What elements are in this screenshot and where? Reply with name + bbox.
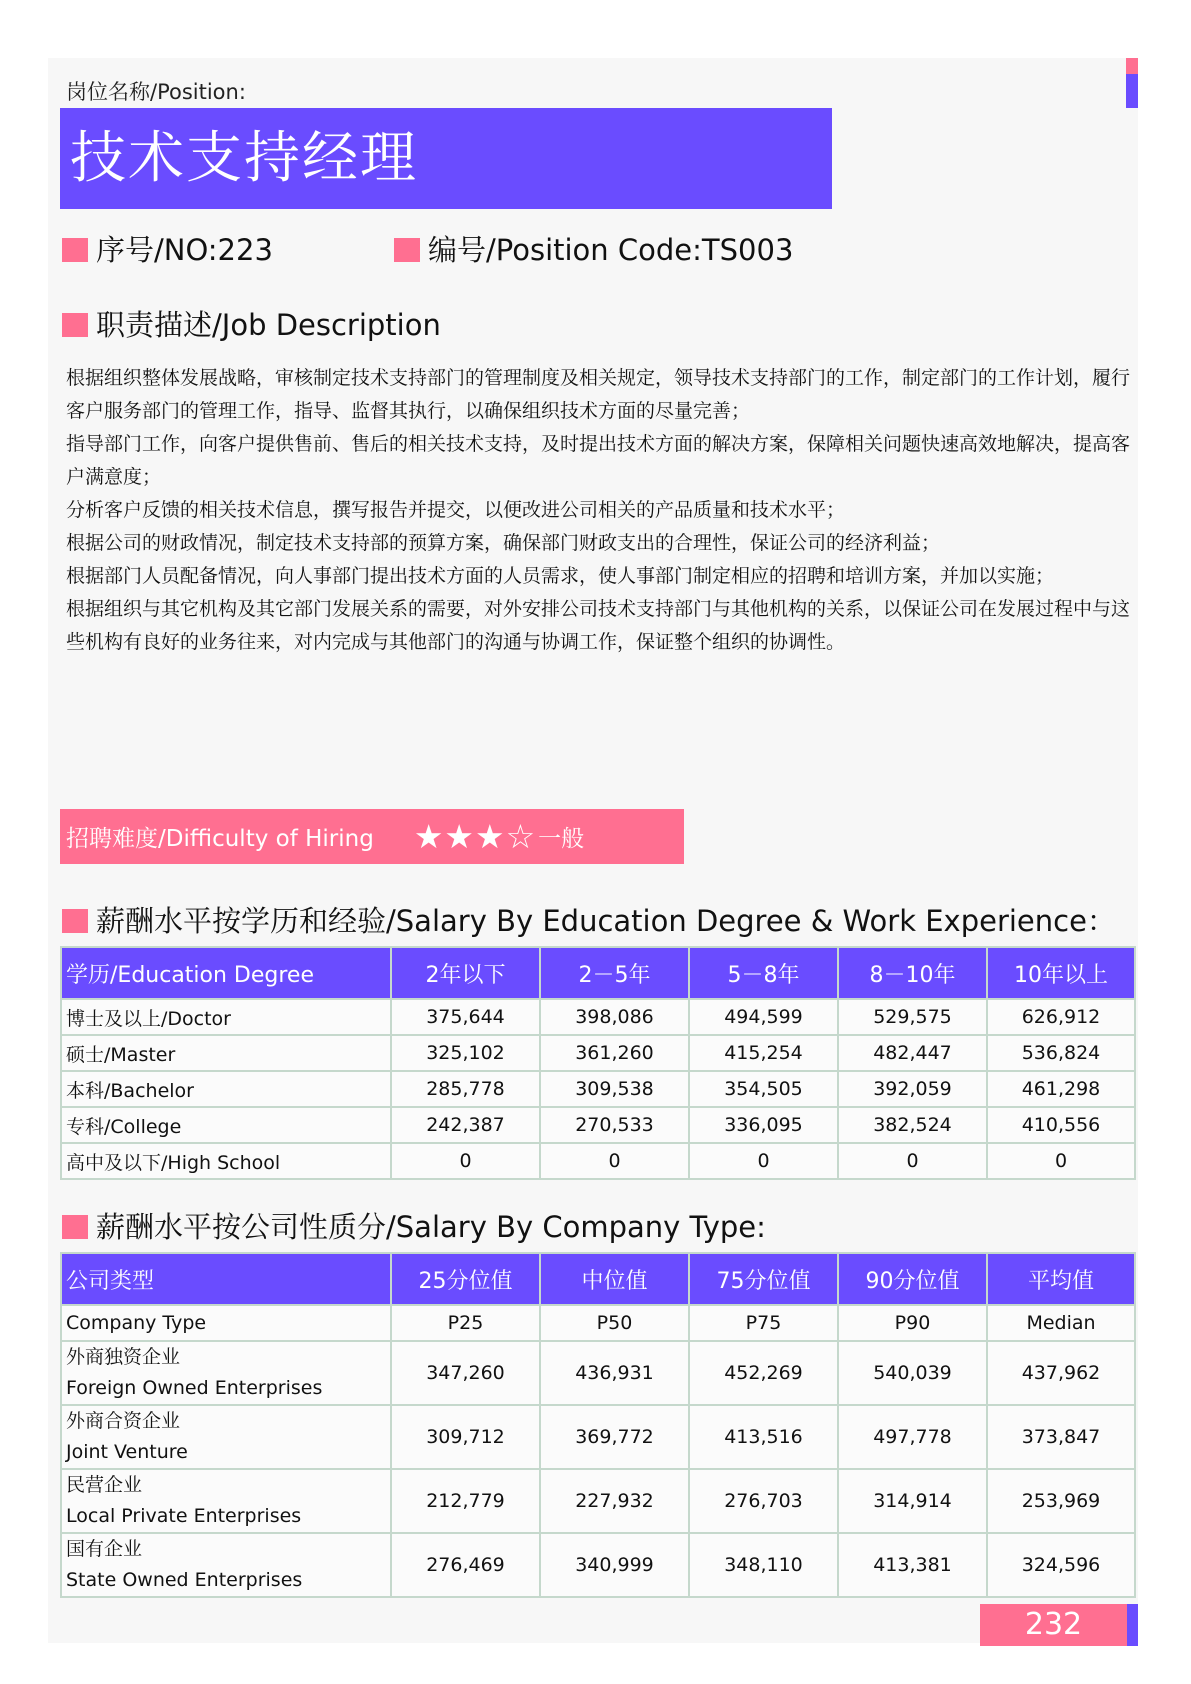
column-header: 平均值 <box>987 1253 1135 1305</box>
subheader-cell: P75 <box>689 1305 838 1341</box>
table-cell: 373,847 <box>987 1405 1135 1469</box>
table-cell: 314,914 <box>838 1469 987 1533</box>
hiring-difficulty-bar <box>60 809 684 864</box>
table-cell: 540,039 <box>838 1341 987 1405</box>
table-row <box>61 1143 1135 1179</box>
row-label-cn: 外商合资企业 <box>66 1410 181 1432</box>
table-cell: 413,516 <box>689 1405 838 1469</box>
table-row <box>61 1071 1135 1107</box>
table-cell: 347,260 <box>391 1341 540 1405</box>
column-header: 8－10年 <box>838 947 987 999</box>
subheader-cell: P90 <box>838 1305 987 1341</box>
table-cell: 0 <box>540 1143 689 1179</box>
table-cell: 413,381 <box>838 1533 987 1597</box>
table-header-row <box>61 1253 1135 1305</box>
description-paragraph: 指导部门工作，向客户提供售前、售后的相关技术支持，及时提出技术方面的解决方案，保障相关问题快速高效地解决，提高客户满意度； <box>66 433 1131 488</box>
column-header: 中位值 <box>540 1253 689 1305</box>
bullet-square <box>62 909 88 933</box>
table-cell: 626,912 <box>987 999 1135 1035</box>
table-row <box>61 1533 1135 1597</box>
table-cell: 461,298 <box>987 1071 1135 1107</box>
page-number: 232 <box>980 1604 1127 1646</box>
table-row <box>61 1341 1135 1405</box>
row-label-en: Local Private Enterprises <box>66 1505 302 1527</box>
table-cell: 0 <box>838 1143 987 1179</box>
table-row <box>61 1107 1135 1143</box>
job-description-heading: 职责描述/Job Description <box>96 308 441 342</box>
table-cell: 494,599 <box>689 999 838 1035</box>
table-cell: 270,533 <box>540 1107 689 1143</box>
serial-number: 序号/NO:223 <box>96 233 273 267</box>
table-row <box>61 1035 1135 1071</box>
serial-number-line <box>62 228 273 269</box>
table-cell: 285,778 <box>391 1071 540 1107</box>
subheader-cell: Company Type <box>61 1305 391 1341</box>
position-code-line <box>394 228 793 269</box>
table-cell: 309,712 <box>391 1405 540 1469</box>
description-paragraph: 根据组织整体发展战略，审核制定技术支持部门的管理制度及相关规定，领导技术支持部门的工作，制定部门的工作计划，履行客户服务部门的管理工作，指导、监督其执行，以确保组织技术方面的尽量完善； <box>66 367 1131 422</box>
table-cell: 0 <box>689 1143 838 1179</box>
table-cell: 348,110 <box>689 1533 838 1597</box>
column-header: 学历/Education Degree <box>61 947 391 999</box>
table-cell: 497,778 <box>838 1405 987 1469</box>
row-label-en: Foreign Owned Enterprises <box>66 1377 323 1399</box>
column-header: 公司类型 <box>61 1253 391 1305</box>
table-cell: 536,824 <box>987 1035 1135 1071</box>
row-label: 博士及以上/Doctor <box>61 999 391 1035</box>
row-label-cn: 民营企业 <box>66 1474 143 1496</box>
table-cell: 392,059 <box>838 1071 987 1107</box>
salary-company-heading: 薪酬水平按公司性质分/Salary By Company Type: <box>96 1210 766 1244</box>
table-cell: 415,254 <box>689 1035 838 1071</box>
table-cell: 529,575 <box>838 999 987 1035</box>
table-cell: 212,779 <box>391 1469 540 1533</box>
description-paragraph: 分析客户反馈的相关技术信息，撰写报告并提交，以便改进公司相关的产品质量和技术水平； <box>66 499 846 521</box>
row-label-cn: 国有企业 <box>66 1538 143 1560</box>
row-label-en: Joint Venture <box>66 1441 188 1463</box>
column-header: 25分位值 <box>391 1253 540 1305</box>
table-row <box>61 1469 1135 1533</box>
table-header-row <box>61 947 1135 999</box>
position-code: 编号/Position Code:TS003 <box>428 233 794 267</box>
salary-education-heading: 薪酬水平按学历和经验/Salary By Education Degree & Work Experience： <box>96 904 1116 938</box>
job-title: 技术支持经理 <box>60 108 832 209</box>
corner-marker-purple <box>1126 74 1138 108</box>
salary-education-table <box>60 946 1136 1180</box>
table-cell: 0 <box>987 1143 1135 1179</box>
table-row <box>61 999 1135 1035</box>
row-label <box>61 1341 391 1405</box>
table-cell: 436,931 <box>540 1341 689 1405</box>
table-cell: 437,962 <box>987 1341 1135 1405</box>
table-cell: 0 <box>391 1143 540 1179</box>
table-cell: 375,644 <box>391 999 540 1035</box>
table-row <box>61 1405 1135 1469</box>
corner-marker-pink <box>1126 58 1138 74</box>
salary-company-heading-line <box>62 1205 766 1246</box>
hiring-difficulty-label: 招聘难度/Difficulty of Hiring <box>66 826 374 852</box>
table-cell: 227,932 <box>540 1469 689 1533</box>
job-description-heading-line <box>62 303 441 344</box>
description-paragraph: 根据公司的财政情况，制定技术支持部的预算方案，确保部门财政支出的合理性，保证公司的经济利益； <box>66 532 941 554</box>
table-cell: 410,556 <box>987 1107 1135 1143</box>
row-label <box>61 1533 391 1597</box>
salary-company-table <box>60 1252 1136 1598</box>
row-label <box>61 1405 391 1469</box>
table-cell: 336,095 <box>689 1107 838 1143</box>
column-header: 5－8年 <box>689 947 838 999</box>
job-description-body <box>66 362 1131 659</box>
table-subheader-row <box>61 1305 1135 1341</box>
column-header: 75分位值 <box>689 1253 838 1305</box>
description-paragraph: 根据组织与其它机构及其它部门发展关系的需要，对外安排公司技术支持部门与其他机构的关系，以保证公司在发展过程中与这些机构有良好的业务往来，对内完成与其他部门的沟通与协调工作，保证整个组织的协调性。 <box>66 598 1131 653</box>
column-header: 90分位值 <box>838 1253 987 1305</box>
row-label: 专科/College <box>61 1107 391 1143</box>
position-label: 岗位名称/Position: <box>66 80 246 104</box>
table-cell: 369,772 <box>540 1405 689 1469</box>
table-cell: 276,703 <box>689 1469 838 1533</box>
column-header: 2年以下 <box>391 947 540 999</box>
table-cell: 340,999 <box>540 1533 689 1597</box>
column-header: 10年以上 <box>987 947 1135 999</box>
subheader-cell: P50 <box>540 1305 689 1341</box>
table-cell: 242,387 <box>391 1107 540 1143</box>
row-label: 本科/Bachelor <box>61 1071 391 1107</box>
bullet-square <box>62 313 88 337</box>
hiring-difficulty-level: 一般 <box>538 826 585 852</box>
table-cell: 276,469 <box>391 1533 540 1597</box>
row-label-en: State Owned Enterprises <box>66 1569 303 1591</box>
table-cell: 482,447 <box>838 1035 987 1071</box>
table-cell: 398,086 <box>540 999 689 1035</box>
row-label-cn: 外商独资企业 <box>66 1346 181 1368</box>
row-label: 高中及以下/High School <box>61 1143 391 1179</box>
description-paragraph: 根据部门人员配备情况，向人事部门提出技术方面的人员需求，使人事部门制定相应的招聘和培训方案，并加以实施； <box>66 565 1055 587</box>
column-header: 2－5年 <box>540 947 689 999</box>
table-cell: 309,538 <box>540 1071 689 1107</box>
table-cell: 324,596 <box>987 1533 1135 1597</box>
subheader-cell: Median <box>987 1305 1135 1341</box>
row-label: 硕士/Master <box>61 1035 391 1071</box>
star-rating-icon: ★★★☆ <box>413 817 537 856</box>
salary-education-heading-line <box>62 899 1116 940</box>
table-cell: 325,102 <box>391 1035 540 1071</box>
table-cell: 354,505 <box>689 1071 838 1107</box>
table-cell: 382,524 <box>838 1107 987 1143</box>
page-number-tab <box>1127 1604 1138 1646</box>
table-cell: 361,260 <box>540 1035 689 1071</box>
table-cell: 452,269 <box>689 1341 838 1405</box>
bullet-square <box>394 238 420 262</box>
bullet-square <box>62 238 88 262</box>
bullet-square <box>62 1215 88 1239</box>
table-cell: 253,969 <box>987 1469 1135 1533</box>
row-label <box>61 1469 391 1533</box>
subheader-cell: P25 <box>391 1305 540 1341</box>
